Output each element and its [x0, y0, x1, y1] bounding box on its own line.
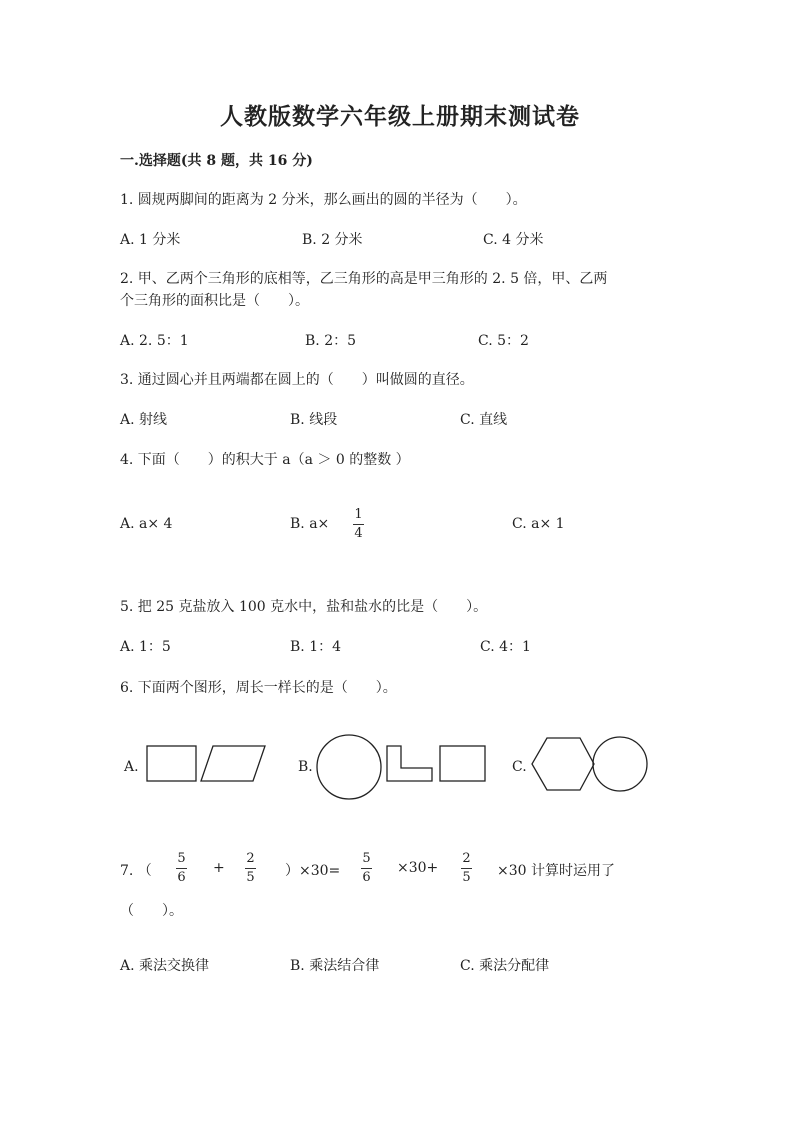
fraction-denominator: 6	[362, 870, 371, 885]
question-2-option-b[interactable]: B. 2：5	[305, 333, 357, 349]
question-1-option-c[interactable]: C. 4 分米	[483, 232, 544, 248]
question-6-option-b[interactable]: B.	[298, 759, 313, 775]
question-7-tail-text: ×30 计算时运用了	[497, 863, 615, 879]
question-3-option-b[interactable]: B. 线段	[290, 412, 338, 428]
question-7-fraction-1	[176, 851, 187, 886]
question-6-option-c[interactable]: C.	[512, 759, 527, 775]
question-3-stem: 3. 通过圆心并且两端都在圆上的（ ）叫做圆的直径。	[120, 372, 474, 388]
fraction-numerator: 1	[354, 507, 363, 522]
fraction-numerator: 5	[177, 851, 186, 866]
parallelogram-shape	[201, 746, 265, 781]
question-7-stem-line-2: （ ）。	[120, 903, 183, 919]
question-4-option-a[interactable]: A. a× 4	[120, 516, 173, 532]
question-7-fraction-2	[245, 851, 256, 886]
fraction-bar	[361, 868, 372, 869]
question-5-option-b[interactable]: B. 1：4	[290, 639, 342, 655]
circle-shape-c	[593, 737, 647, 791]
rectangle-shape	[147, 746, 196, 781]
l-shape	[387, 746, 432, 781]
question-7-mid-text: ）×30=	[285, 863, 341, 879]
question-1-option-b[interactable]: B. 2 分米	[302, 232, 363, 248]
fraction-denominator: 6	[177, 870, 186, 885]
question-6-stem: 6. 下面两个图形，周长一样长的是（ ）。	[120, 680, 397, 696]
fraction-denominator: 4	[354, 526, 363, 541]
question-4-stem: 4. 下面（ ）的积大于 a（a ＞ 0 的整数 ）	[120, 452, 410, 468]
circle-shape-b	[317, 735, 381, 799]
fraction-numerator: 2	[246, 851, 255, 866]
question-7-fraction-4	[461, 851, 472, 886]
question-1-stem: 1. 圆规两脚间的距离为 2 分米，那么画出的圆的半径为（ ）。	[120, 192, 527, 208]
question-7-plus: +	[213, 860, 225, 876]
question-2-stem-line-1: 2. 甲、乙两个三角形的底相等，乙三角形的高是甲三角形的 2. 5 倍，甲、乙两	[120, 271, 608, 287]
fraction-bar	[176, 868, 187, 869]
question-2-stem-line-2: 个三角形的面积比是（ ）。	[120, 293, 309, 309]
section-heading: 一.选择题(共 8 题，共 16 分)	[120, 153, 313, 169]
question-5-option-a[interactable]: A. 1：5	[120, 639, 171, 655]
question-2-option-c[interactable]: C. 5：2	[478, 333, 529, 349]
page-title: 人教版数学六年级上册期末测试卷	[220, 103, 580, 130]
fraction-bar	[461, 868, 472, 869]
question-7-fraction-3	[361, 851, 372, 886]
fraction-numerator: 5	[362, 851, 371, 866]
question-3-option-c[interactable]: C. 直线	[460, 412, 508, 428]
hexagon-shape	[532, 738, 594, 790]
question-7-option-a[interactable]: A. 乘法交换律	[120, 958, 210, 974]
question-5-option-c[interactable]: C. 4：1	[480, 639, 531, 655]
question-7-option-b[interactable]: B. 乘法结合律	[290, 958, 380, 974]
question-5-stem: 5. 把 25 克盐放入 100 克水中，盐和盐水的比是（ ）。	[120, 599, 488, 615]
question-2-option-a[interactable]: A. 2. 5：1	[120, 333, 189, 349]
fraction-bar	[245, 868, 256, 869]
question-7-stem-open: 7. （	[120, 863, 152, 879]
square-shape	[440, 746, 485, 781]
fraction-numerator: 2	[462, 851, 471, 866]
question-7-option-c[interactable]: C. 乘法分配律	[460, 958, 550, 974]
fraction-denominator: 5	[462, 870, 471, 885]
question-4-option-c[interactable]: C. a× 1	[512, 516, 565, 532]
question-7-mid-text-2: ×30+	[397, 860, 439, 876]
fraction-denominator: 5	[246, 870, 255, 885]
question-6-option-a[interactable]: A.	[124, 759, 139, 775]
question-3-option-a[interactable]: A. 射线	[120, 412, 168, 428]
question-1-option-a[interactable]: A. 1 分米	[120, 232, 181, 248]
question-4-option-b[interactable]: B. a×	[290, 516, 330, 532]
